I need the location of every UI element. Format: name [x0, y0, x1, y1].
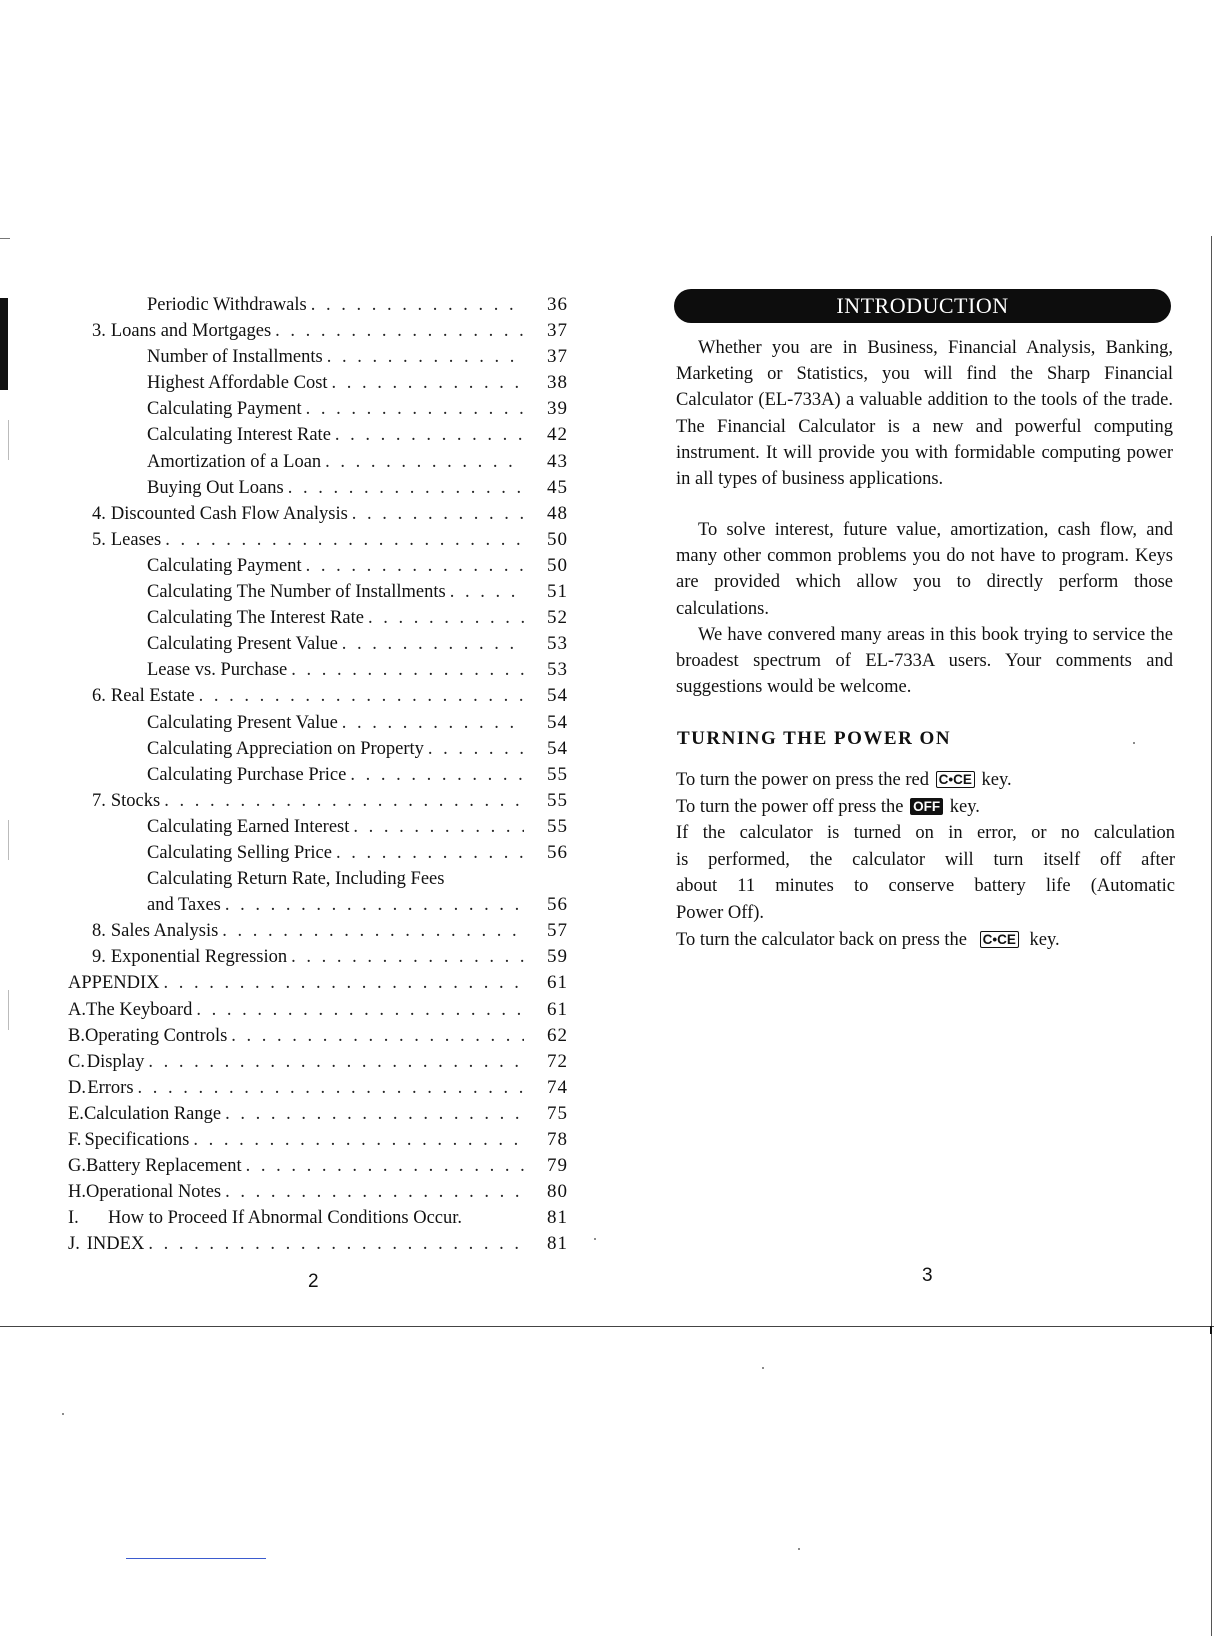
toc-title: Calculating The Interest Rate	[147, 608, 364, 629]
toc-entry	[147, 396, 524, 422]
toc-entry	[147, 631, 524, 657]
toc-leader-dots	[428, 736, 524, 762]
power-back-on-key-word: key.	[1029, 929, 1060, 950]
toc-entry	[68, 1075, 524, 1101]
power-on-heading: TURNING THE POWER ON	[677, 728, 952, 749]
toc-leader-dots	[327, 344, 524, 370]
auto-off-line-1: If the calculator is turned on in error, or no calculation	[676, 823, 1175, 844]
toc-entry	[68, 1049, 524, 1075]
toc-entry	[147, 475, 524, 501]
toc-entry	[147, 866, 524, 892]
power-off-text: To turn the power off press the	[676, 796, 904, 817]
scan-speck	[62, 1413, 64, 1415]
toc-row	[68, 396, 568, 422]
toc-row	[68, 422, 568, 448]
toc-page-number: 53	[547, 633, 568, 655]
toc-entry	[147, 762, 524, 788]
toc-page-number: 36	[547, 294, 568, 315]
toc-page-number: 54	[547, 711, 568, 733]
toc-page-number: 55	[547, 815, 568, 837]
toc-title: Calculating Appreciation on Property	[147, 738, 424, 759]
toc-entry	[147, 814, 524, 840]
toc-row	[68, 918, 568, 944]
toc-page-number: 52	[547, 607, 568, 629]
toc-row	[68, 710, 568, 736]
toc-leader-dots	[368, 605, 524, 631]
toc-title: Buying Out Loans	[147, 477, 284, 498]
toc-row	[68, 788, 568, 814]
toc-page-number: 81	[547, 1233, 568, 1255]
toc-row	[68, 866, 568, 892]
toc-row	[68, 579, 568, 605]
toc-entry	[92, 788, 524, 814]
toc-entry	[68, 970, 524, 996]
toc-title: and Taxes	[147, 895, 221, 916]
toc-title: Specifications	[84, 1130, 190, 1150]
toc-number: F.	[68, 1130, 82, 1150]
toc-leader-dots	[353, 814, 524, 840]
toc-leader-dots	[332, 370, 524, 396]
toc-page-number: 50	[547, 528, 568, 550]
toc-title: Periodic Withdrawals	[147, 295, 307, 315]
toc-page-number: 81	[547, 1207, 568, 1229]
intro-paragraph-1: Whether you are in Business, Financial Analysis, Banking, Marketing or Statistics, you will find the Sharp Financial Calculator (EL-733A) a valuable addition to the tools of the trade. The Financial Calculator is a new and powerful computing instrument. It will provide you with formidable computing power in all types of business applications.	[676, 338, 1173, 490]
toc-entry	[147, 370, 524, 396]
toc-entry	[92, 918, 524, 944]
toc-entry	[147, 449, 524, 475]
toc-page-number: 54	[547, 737, 568, 759]
toc-row	[68, 1075, 568, 1101]
toc-row	[68, 736, 568, 762]
toc-number: 8.	[92, 921, 106, 942]
toc-leader-dots	[450, 579, 524, 605]
toc-entry	[68, 1127, 524, 1153]
toc-title: Discounted Cash Flow Analysis	[110, 503, 348, 524]
toc-title: Calculating Interest Rate	[147, 425, 331, 446]
toc-leader-dots	[231, 1023, 524, 1049]
toc-title: Loans and Mortgages	[110, 321, 272, 342]
toc-number: C.	[68, 1051, 85, 1072]
toc-leader-dots	[225, 1101, 524, 1127]
c-ce-key-icon: C•CE	[980, 931, 1019, 948]
toc-page-number: 62	[547, 1024, 568, 1046]
toc-row	[68, 1231, 568, 1257]
toc-number: 9.	[92, 947, 106, 968]
toc-row	[68, 840, 568, 866]
power-on-line	[676, 767, 1175, 794]
toc-row	[68, 631, 568, 657]
toc-leader-dots	[311, 292, 524, 318]
toc-title: Sales Analysis	[110, 921, 219, 942]
scan-speck	[1133, 742, 1135, 744]
power-back-on-line	[676, 927, 1175, 954]
scan-speck	[798, 1548, 800, 1550]
toc-page-number: 50	[547, 554, 568, 576]
toc-leader-dots	[342, 631, 524, 657]
introduction-heading: INTRODUCTION	[674, 289, 1171, 323]
toc-title: Calculating Present Value	[147, 634, 338, 655]
toc-entry	[147, 422, 524, 448]
toc-row	[68, 475, 568, 501]
power-on-text: To turn the power on press the red	[676, 770, 930, 790]
toc-title: Display	[86, 1051, 145, 1072]
toc-page-number: 56	[547, 894, 568, 916]
toc-title: Calculating Payment	[147, 555, 302, 576]
toc-title: The Keyboard	[86, 999, 193, 1020]
toc-entry	[147, 840, 524, 866]
toc-row	[68, 1049, 568, 1075]
c-ce-key-icon: C•CE	[936, 771, 975, 788]
toc-page-number: 37	[547, 320, 568, 342]
toc-title: Real Estate	[110, 686, 195, 707]
toc-row	[68, 370, 568, 396]
toc-row	[68, 318, 568, 344]
toc-leader-dots	[222, 918, 524, 944]
toc-title: Calculating Present Value	[147, 712, 338, 733]
toc-number: E.	[68, 1103, 84, 1124]
scan-artifact	[8, 990, 9, 1030]
toc-page-number: 39	[547, 398, 568, 420]
power-back-on-text: To turn the calculator back on press the	[676, 929, 968, 950]
toc-page-number: 61	[547, 972, 568, 994]
toc-page-number: 55	[547, 789, 568, 811]
scan-speck	[594, 1238, 596, 1240]
toc-leader-dots	[352, 501, 524, 527]
toc-title: APPENDIX	[68, 973, 160, 994]
toc-leader-dots	[199, 683, 524, 709]
toc-entry	[147, 344, 524, 370]
toc-title: How to Proceed If Abnormal Conditions Occur.	[108, 1208, 463, 1229]
toc-row	[68, 1023, 568, 1049]
toc-page-number: 72	[547, 1050, 568, 1072]
intro-paragraph-3: We have convered many areas in this book trying to service the broadest spectrum of EL-733A users. Your comments and suggestions would be welcome.	[676, 625, 1173, 698]
toc-page-number: 74	[547, 1076, 568, 1098]
power-on-key-word: key.	[981, 770, 1012, 790]
toc-entry	[68, 1101, 524, 1127]
toc-number: I.	[68, 1208, 79, 1229]
toc-leader-dots	[350, 762, 524, 788]
toc-entry	[147, 553, 524, 579]
toc-leader-dots	[163, 970, 524, 996]
toc-number: 5.	[92, 529, 106, 550]
scan-artifact	[8, 820, 9, 860]
power-instructions	[676, 767, 1175, 953]
toc-row	[68, 449, 568, 475]
page-number-left: 2	[308, 1271, 319, 1292]
toc-leader-dots	[325, 449, 524, 475]
toc-number: B.	[68, 1025, 85, 1046]
toc-row	[68, 997, 568, 1023]
toc-row	[68, 1101, 568, 1127]
toc-title: Leases	[110, 529, 162, 550]
toc-number: 7.	[92, 790, 106, 811]
toc-leader-dots	[335, 422, 524, 448]
toc-leader-dots	[193, 1127, 524, 1153]
toc-row	[68, 762, 568, 788]
toc-row	[68, 657, 568, 683]
toc-title: Calculating Earned Interest	[147, 816, 350, 837]
toc-page-number: 61	[547, 998, 568, 1020]
page-number-right: 3	[922, 1265, 933, 1286]
toc-page-number: 75	[547, 1102, 568, 1124]
toc-leader-dots	[165, 527, 524, 553]
toc-title: Calculation Range	[83, 1103, 222, 1124]
toc-title: Highest Affordable Cost	[147, 373, 328, 394]
toc-entry	[68, 1179, 524, 1205]
toc-row	[68, 527, 568, 553]
page-edge-line	[1211, 236, 1212, 1636]
toc-number: 3.	[92, 321, 106, 342]
power-off-key-word: key.	[949, 796, 980, 817]
toc-row	[68, 344, 568, 370]
toc-row	[68, 553, 568, 579]
toc-page-number: 78	[547, 1129, 568, 1150]
toc-leader-dots	[306, 396, 524, 422]
toc-entry	[68, 1205, 524, 1231]
toc-page-number: 80	[547, 1181, 568, 1203]
toc-leader-dots	[246, 1153, 524, 1179]
toc-leader-dots	[291, 944, 524, 970]
toc-entry	[92, 944, 524, 970]
toc-title: Battery Replacement	[86, 1156, 242, 1177]
toc-title: Calculating Selling Price	[147, 842, 332, 863]
auto-off-line-2: is performed, the calculator will turn itself off after	[676, 849, 1175, 870]
toc-entry	[68, 997, 524, 1023]
toc-page-number: 53	[547, 659, 568, 681]
toc-row	[68, 1153, 568, 1179]
scan-tick	[0, 238, 10, 239]
toc-page-number: 37	[547, 346, 568, 368]
toc-leader-dots	[148, 1231, 524, 1257]
toc-row	[68, 292, 568, 318]
toc-leader-dots	[342, 710, 524, 736]
toc-row	[68, 1127, 568, 1153]
toc-entry	[92, 683, 524, 709]
auto-off-line-4: Power Off).	[676, 902, 765, 923]
toc-title: Amortization of a Loan	[147, 451, 322, 472]
scan-edge-bar	[0, 298, 8, 390]
toc-title: Calculating Payment	[147, 399, 302, 420]
toc-entry	[147, 292, 524, 318]
intro-paragraph-2: To solve interest, future value, amortization, cash flow, and many other common problems you do not have to program. Keys are provided which allow you to directly perform those calculations.	[676, 520, 1173, 619]
toc-leader-dots	[288, 475, 524, 501]
toc-leader-dots	[306, 553, 524, 579]
toc-row	[68, 944, 568, 970]
toc-entry	[92, 318, 524, 344]
toc-title: Calculating Purchase Price	[147, 764, 347, 785]
toc-leader-dots	[225, 1179, 524, 1205]
table-of-contents	[68, 292, 568, 1257]
scan-speck	[762, 1367, 764, 1369]
toc-page-number: 59	[547, 946, 568, 968]
toc-entry	[147, 579, 524, 605]
toc-number: J.	[68, 1234, 80, 1255]
toc-entry	[92, 501, 524, 527]
toc-leader-dots	[225, 892, 524, 918]
toc-title: Operating Controls	[84, 1025, 228, 1046]
toc-row	[68, 892, 568, 918]
toc-entry	[68, 1231, 524, 1257]
toc-row	[68, 501, 568, 527]
power-off-line	[676, 794, 1175, 821]
toc-entry	[147, 657, 524, 683]
toc-leader-dots	[164, 788, 524, 814]
toc-page-number: 48	[547, 502, 568, 524]
toc-entry	[68, 1153, 524, 1179]
toc-leader-dots	[275, 318, 524, 344]
toc-row	[68, 814, 568, 840]
toc-page-number: 79	[547, 1155, 568, 1177]
toc-leader-dots	[196, 997, 524, 1023]
toc-row	[68, 1205, 568, 1231]
toc-page-number: 56	[547, 841, 568, 863]
page-bottom-rule	[0, 1326, 1214, 1327]
toc-entry	[92, 527, 524, 553]
toc-row	[68, 1179, 568, 1205]
toc-entry	[68, 1023, 524, 1049]
toc-entry	[147, 605, 524, 631]
toc-page-number: 51	[547, 581, 568, 603]
toc-page-number: 57	[547, 920, 568, 942]
toc-title: Errors	[87, 1077, 134, 1098]
toc-page-number: 54	[547, 685, 568, 707]
toc-page-number: 45	[547, 476, 568, 498]
toc-title: Calculating The Number of Installments	[147, 582, 446, 603]
toc-page-number: 42	[547, 424, 568, 446]
toc-title: Stocks	[110, 790, 161, 811]
toc-title: Calculating Return Rate, Including Fees	[147, 869, 445, 890]
toc-leader-dots	[148, 1049, 524, 1075]
toc-number: D.	[68, 1077, 86, 1098]
off-key-icon: OFF	[910, 798, 943, 815]
toc-page-number: 38	[547, 372, 568, 394]
toc-leader-dots	[291, 657, 524, 683]
toc-number: 6.	[92, 686, 106, 707]
toc-entry	[147, 736, 524, 762]
toc-title: Exponential Regression	[110, 947, 288, 968]
auto-off-line-3: about 11 minutes to conserve battery life (Automatic	[676, 876, 1175, 897]
toc-number: G.	[68, 1156, 86, 1177]
scan-tick	[1210, 1326, 1212, 1334]
toc-entry	[147, 710, 524, 736]
toc-title: INDEX	[86, 1234, 145, 1255]
toc-title: Number of Installments	[147, 347, 323, 368]
toc-leader-dots	[138, 1075, 524, 1101]
scan-artifact	[8, 420, 9, 460]
toc-number: 4.	[92, 503, 106, 524]
toc-title: Lease vs. Purchase	[147, 660, 288, 681]
toc-leader-dots	[336, 840, 524, 866]
toc-number: A.	[68, 999, 86, 1020]
scan-blue-line	[126, 1558, 266, 1559]
toc-row	[68, 970, 568, 996]
toc-row	[68, 605, 568, 631]
toc-page-number: 43	[547, 450, 568, 472]
toc-entry	[147, 892, 524, 918]
toc-number: H.	[68, 1182, 86, 1203]
toc-page-number: 55	[547, 763, 568, 785]
toc-row	[68, 683, 568, 709]
toc-title: Operational Notes	[86, 1182, 222, 1203]
